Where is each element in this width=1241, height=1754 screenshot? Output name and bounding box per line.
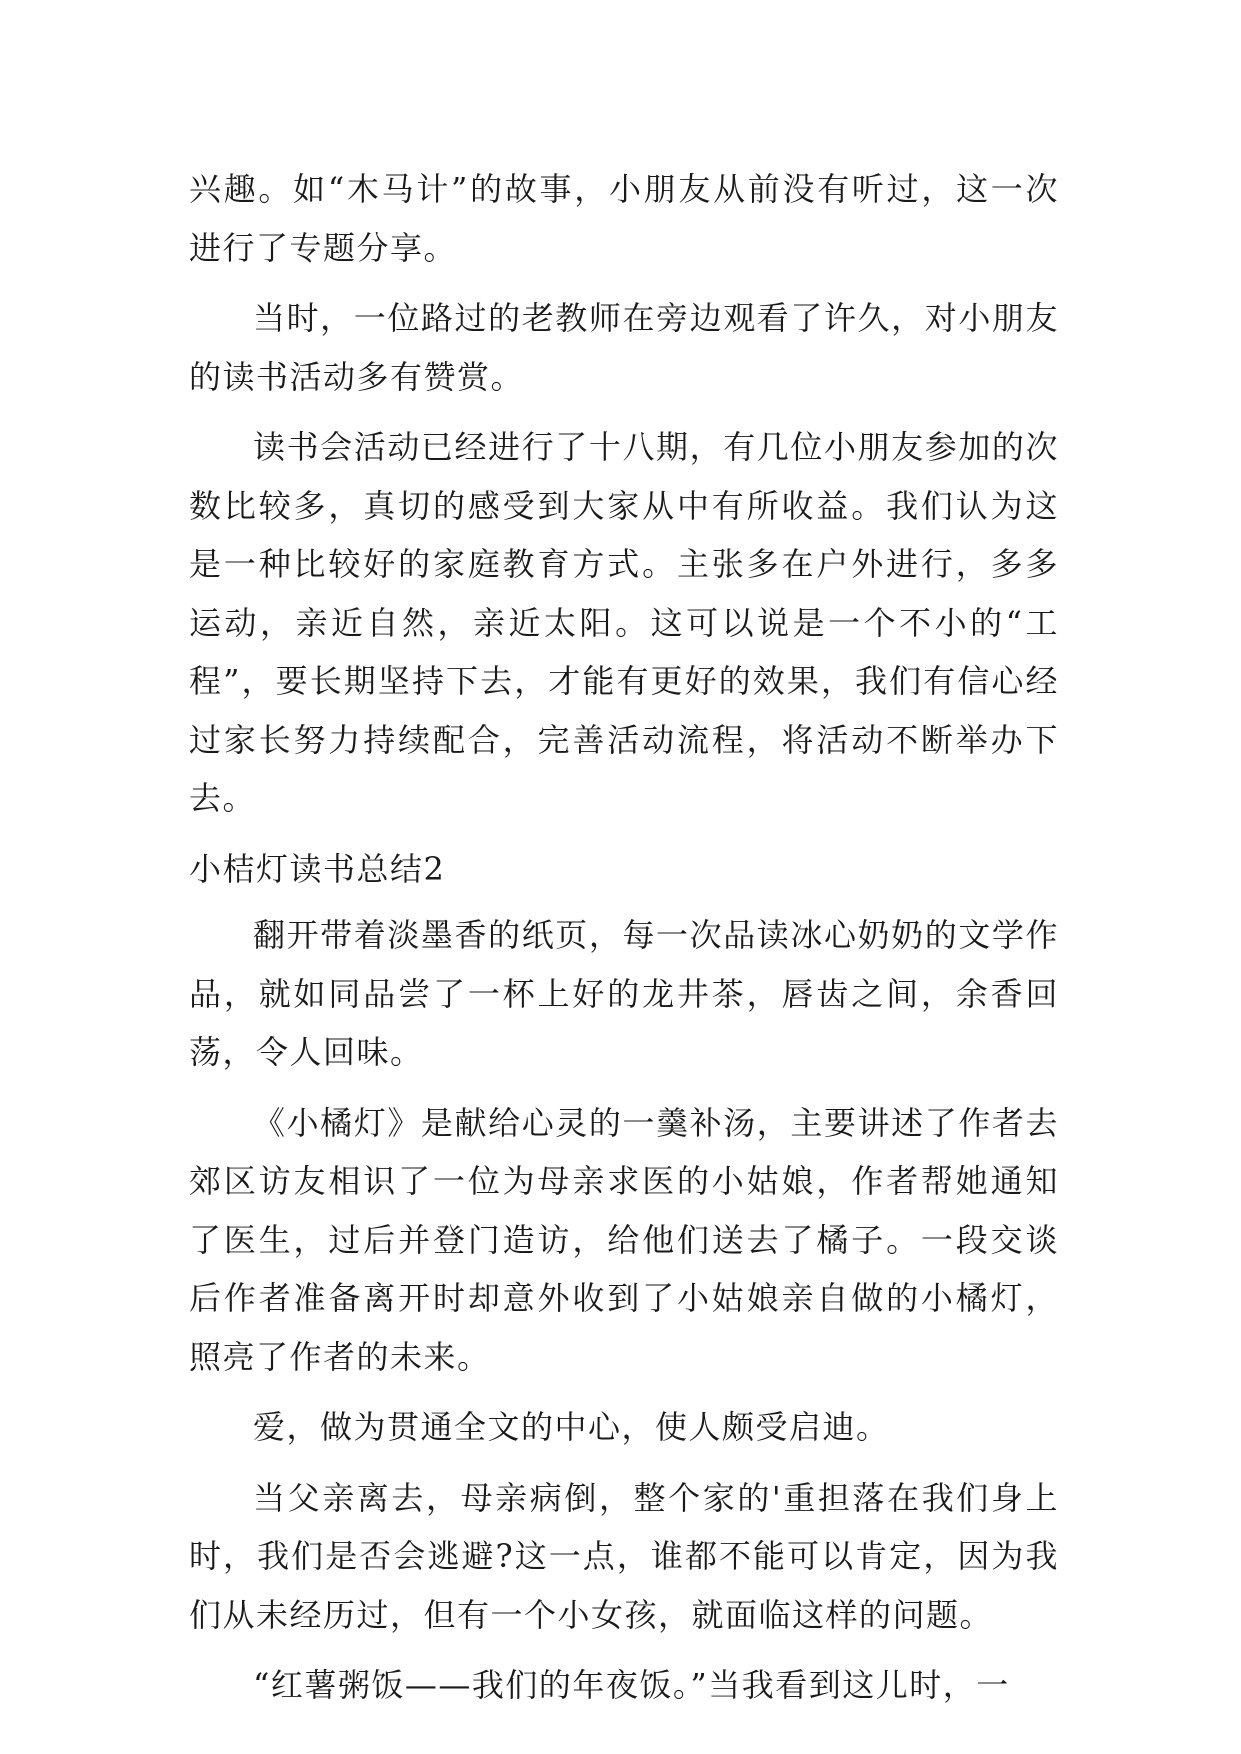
paragraph-family-burden: 当父亲离去，母亲病倒，整个家的'重担落在我们身上时，我们是否会逃避?这一点，谁都不能可以肯定，因为我们从未经历过，但有一个小女孩，就面临这样的问题。 [189,1478,1059,1634]
paragraph-continuation: 兴趣。如“木马计”的故事，小朋友从前没有听过，这一次进行了专题分享。 [189,170,1059,267]
paragraph-summary: 《小橘灯》是献给心灵的一羹补汤，主要讲述了作者去郊区访友相识了一位为母亲求医的小姑娘，作者帮她通知了医生，过后并登门造访，给他们送去了橘子。一段交谈后作者准备离开时却意外收到了小姑娘亲自做的小橘灯，照亮了作者的未来。 [189,1103,1059,1376]
paragraph-love-theme: 爱，做为贯通全文的中心，使人颇受启迪。 [253,1408,890,1446]
paragraph-reading-club: 读书会活动已经进行了十八期，有几位小朋友参加的次数比较多，真切的感受到大家从中有所收益。我们认为这是一种比较好的家庭教育方式。主张多在户外进行，多多运动，亲近自然，亲近太阳。这可以说是一个不小的“工程”，要长期坚持下去，才能有更好的效果，我们有信心经过家长努力持续配合，完善活动流程，将活动不断举办下去。 [189,428,1059,817]
section-heading: 小桔灯读书总结2 [189,849,446,888]
paragraph-opening: 翻开带着淡墨香的纸页，每一次品读冰心奶奶的文学作品，就如同品尝了一杯上好的龙井茶，唇齿之间，余香回荡，令人回味。 [189,916,1059,1071]
paragraph-new-year-dinner: “红薯粥饭——我们的年夜饭。”当我看到这儿时，一 [253,1666,1010,1704]
paragraph-old-teacher: 当时，一位路过的老教师在旁边观看了许久，对小朋友的读书活动多有赞赏。 [189,299,1059,396]
document-body [189,160,1059,1727]
